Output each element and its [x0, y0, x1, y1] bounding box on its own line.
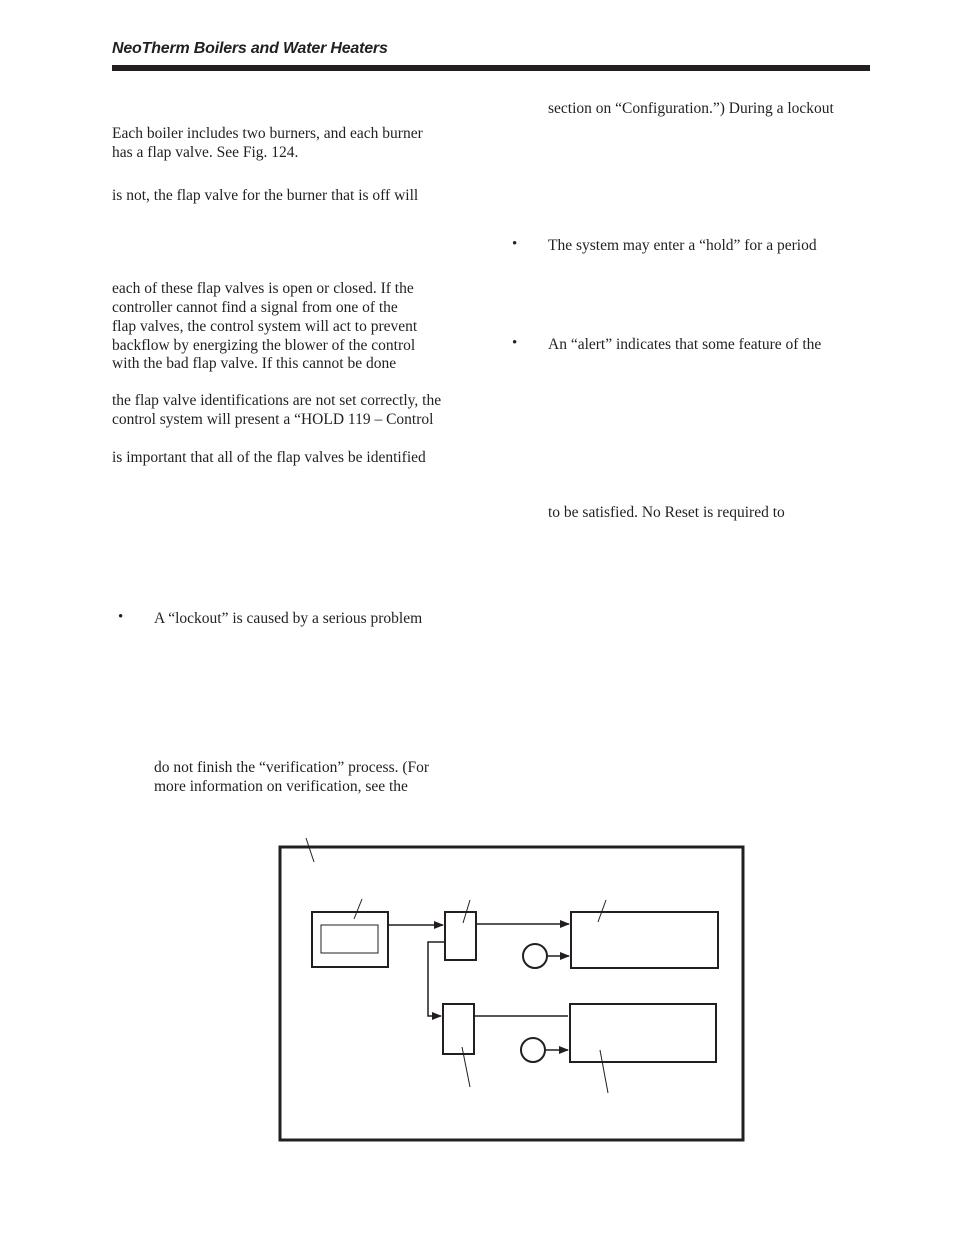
left-paragraph-3-line-5: with the bad flap valve. If this cannot be done	[112, 355, 397, 372]
left-paragraph-6-line-2: more information on verification, see the	[154, 778, 408, 795]
bullet-alert: An “alert” indicates that some feature of the	[548, 336, 822, 353]
right-paragraph-1: section on “Configuration.”) During a lockout	[548, 100, 834, 117]
left-paragraph-4-line-2: control system will present a “HOLD 119 – Control	[112, 411, 434, 428]
left-paragraph-1-line-2: has a flap valve. See Fig. 124.	[112, 144, 299, 161]
bullet-marker-2: •	[512, 236, 518, 252]
blower-lower	[521, 1038, 545, 1062]
controller-display	[321, 925, 378, 953]
lower-burner-leader-line	[600, 1050, 608, 1093]
left-paragraph-4-line-1: the flap valve identifications are not set correctly, the	[112, 392, 442, 409]
left-paragraph-1-line-1: Each boiler includes two burners, and each burner	[112, 125, 423, 142]
controller-box	[312, 912, 388, 967]
frame-leader-line	[306, 838, 314, 862]
burner-box-lower	[570, 1004, 716, 1062]
bullet-hold: The system may enter a “hold” for a period	[548, 237, 817, 254]
left-paragraph-5: is important that all of the flap valves be identified	[112, 449, 426, 466]
header-title: NeoTherm Boilers and Water Heaters	[112, 40, 388, 57]
left-paragraph-6-line-1: do not finish the “verification” process. (For	[154, 759, 430, 776]
left-paragraph-2: is not, the flap valve for the burner that is off will	[112, 187, 419, 204]
blower-upper	[523, 944, 547, 968]
flap-valve-box-lower	[443, 1004, 474, 1054]
diagram-frame	[280, 847, 743, 1140]
bullet-marker-3: •	[512, 335, 518, 351]
left-paragraph-3-line-1: each of these flap valves is open or closed. If the	[112, 280, 414, 297]
flap-valve-box-upper	[445, 912, 476, 960]
bullet-marker-1: •	[118, 609, 124, 625]
left-paragraph-3-line-4: backflow by energizing the blower of the control	[112, 337, 416, 354]
bullet-lockout: A “lockout” is caused by a serious problem	[154, 610, 423, 627]
left-paragraph-3-line-3: flap valves, the control system will act to prevent	[112, 318, 418, 335]
controller-leader-line	[354, 899, 362, 919]
left-paragraph-3-line-2: controller cannot find a signal from one of the	[112, 299, 398, 316]
burner-box-upper	[571, 912, 718, 968]
right-paragraph-2: to be satisfied. No Reset is required to	[548, 504, 785, 521]
